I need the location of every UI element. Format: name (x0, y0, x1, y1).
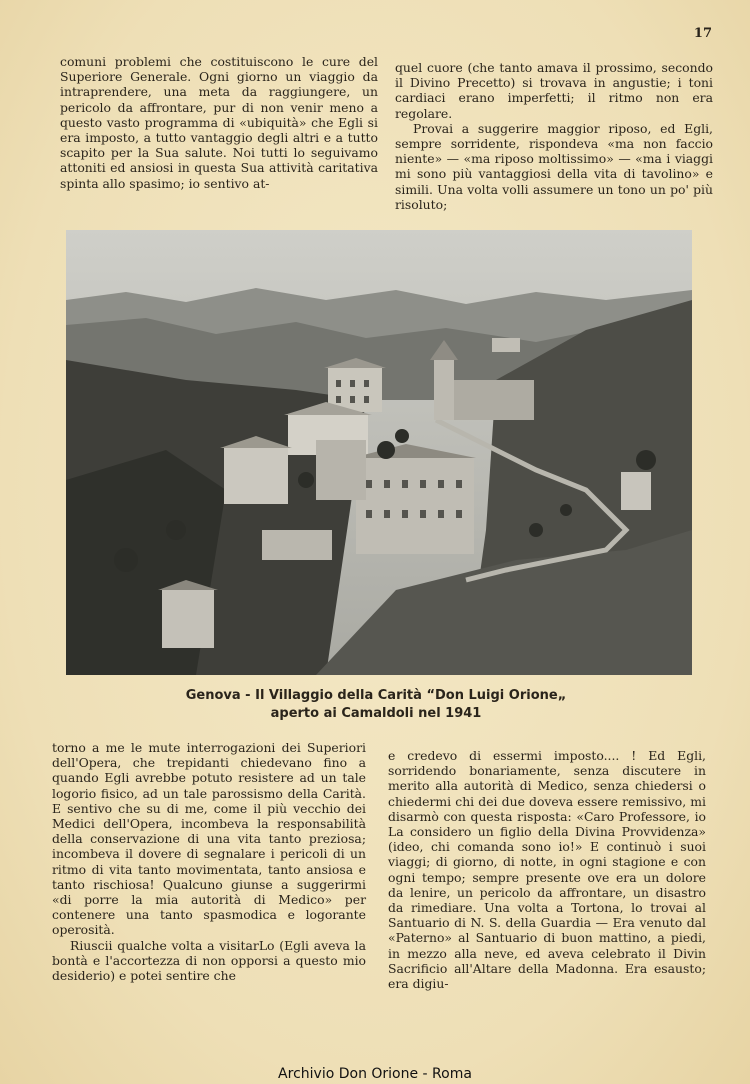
column-top-left (60, 54, 378, 191)
page-number: 17 (693, 26, 712, 41)
figure-caption-line-2: aperto ai Camaldoli nel 1941 (270, 706, 482, 721)
paragraph: quel cuore (che tanto amava il prossimo, secondo il Divino Precetto) si trovava in angustie; i toni cardiaci erano imperfetti; il ritmo non era regolare. (395, 60, 713, 121)
column-bottom-right (388, 748, 706, 991)
column-bottom-left (52, 740, 366, 983)
archive-watermark: Archivio Don Orione - Roma (278, 1066, 472, 1082)
column-top-right (395, 60, 713, 212)
village-photograph (66, 230, 692, 675)
figure-caption-line-1: Genova - Il Villaggio della Carità “Don Luigi Orione„ (185, 688, 567, 703)
paragraph: torno a me le mute interrogazioni dei Superiori dell'Opera, che trepidanti chiedevano fino a quando Egli avrebbe potuto resistere ad un tale logorio fisico, ad un tale parossismo della Carità. E sentivo che su di me, come il più vecchio dei Medici dell'Opera, incombeva la responsabilità della conservazione di una vita tanto preziosa; incombeva il dovere di segnalare i pericoli di un ritmo di vita tanto movimentata, tanto ansiosa e tanto rischiosa! Qualcuno giunse a suggerirmi «di porre la mia autorità di Medico» per contenere una tanto spasmodica e logorante operosità. (52, 740, 366, 938)
paragraph: e credevo di essermi imposto.... ! Ed Egli, sorridendo bonariamente, senza discutere in merito alla autorità di Medico, senza chiedersi o chiedermi chi dei due doveva essere remissivo, mi disarmò con questa risposta: «Caro Professore, io La considero un figlio della Divina Provvidenza» (ideo, chi comanda sono io!» E continuò i suoi viaggi; di giorno, di notte, in ogni stagione e con ogni tempo; sempre presente ove era un dolore da lenire, un pericolo da affrontare, un disastro da rimediare. Una volta a Tortona, lo trovai al Santuario di N. S. della Guardia — Era venuto dal «Paterno» al Santuario di buon mattino, a piedi, in mezzo alla neve, ed aveva celebrato il Divin Sacrificio all'Altare della Madonna. Era esausto; era digiu- (388, 748, 706, 992)
paragraph: Provai a suggerire maggior riposo, ed Egli, sempre sorridente, rispondeva «ma non faccio niente» — «ma riposo moltissimo» — «ma i viaggi mi sono più vantaggiosi della vita di tavolino» e simili. Una volta volli assumere un tono un po' più risoluto; (395, 120, 713, 212)
paragraph: Riuscii qualche volta a visitarLo (Egli aveva la bontà e l'accortezza di non opporsi a questo mio desiderio) e potei sentire che (52, 937, 366, 984)
paragraph: comuni problemi che costituiscono le cure del Superiore Generale. Ogni giorno un viaggio da intraprendere, una meta da raggiungere, un pericolo da affrontare, pur di non venir meno a questo vasto programma di «ubiquità» che Egli si era imposto, a tutto vantaggio degli altri e a tutto scapito per la Sua salute. Noi tutti lo seguivamo attoniti ed ansiosi in questa Sua attività caritativa spinta allo spasimo; io sentivo at- (60, 54, 378, 191)
